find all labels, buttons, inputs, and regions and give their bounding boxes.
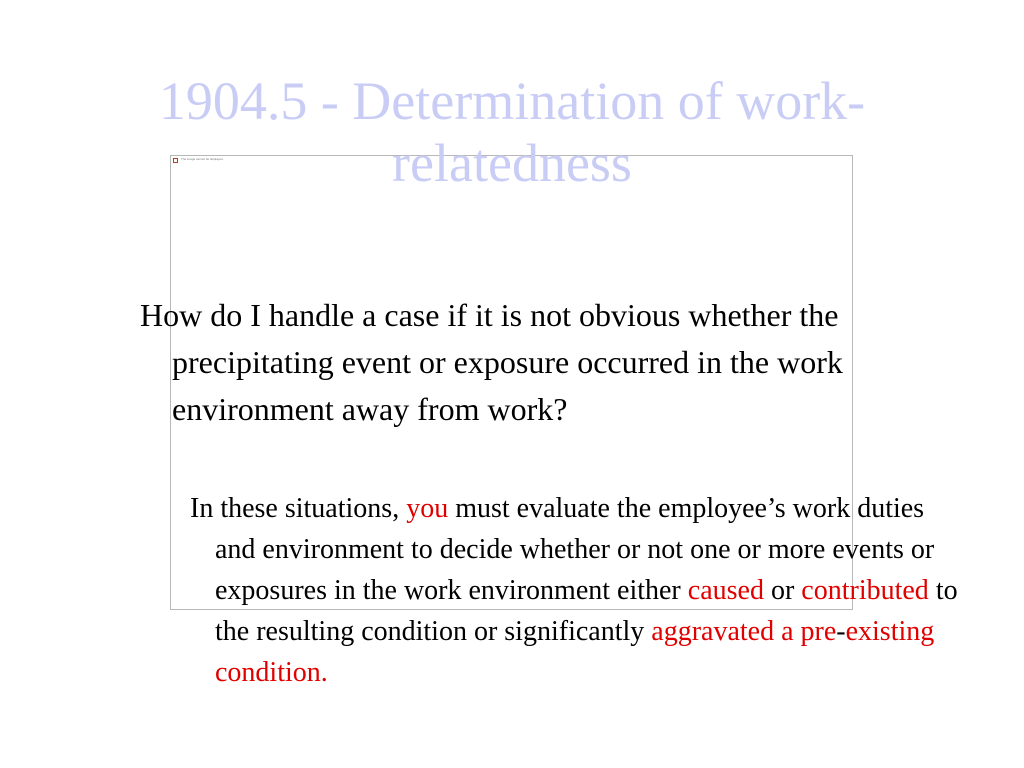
- answer-text: must evaluate the employee’s work duties and environment to decide whether or not one or more events or exposures in the work environment either: [215, 493, 935, 606]
- answer-text: -: [836, 616, 846, 647]
- highlight-existing-condition: existing condition.: [215, 616, 935, 688]
- highlight-aggravated: aggravated a pre: [651, 616, 837, 647]
- broken-image-caption: The image cannot be displayed.: [181, 157, 224, 161]
- highlight-caused: caused: [687, 575, 764, 606]
- answer-text: In these situations,: [190, 493, 407, 524]
- highlight-contributed: contributed: [801, 575, 929, 606]
- question-bullet: How do I handle a case if it is not obvious whether the precipitating event or exposure occurred in the work environment away from work?: [140, 297, 843, 427]
- slide-title: 1904.5 - Determination of work-relatedness: [158, 71, 866, 193]
- answer-text: or: [763, 575, 802, 606]
- highlight-you: you: [406, 493, 449, 524]
- answer-text: to the resulting condition or significantly: [215, 575, 958, 647]
- answer-sub-bullet: [190, 488, 963, 693]
